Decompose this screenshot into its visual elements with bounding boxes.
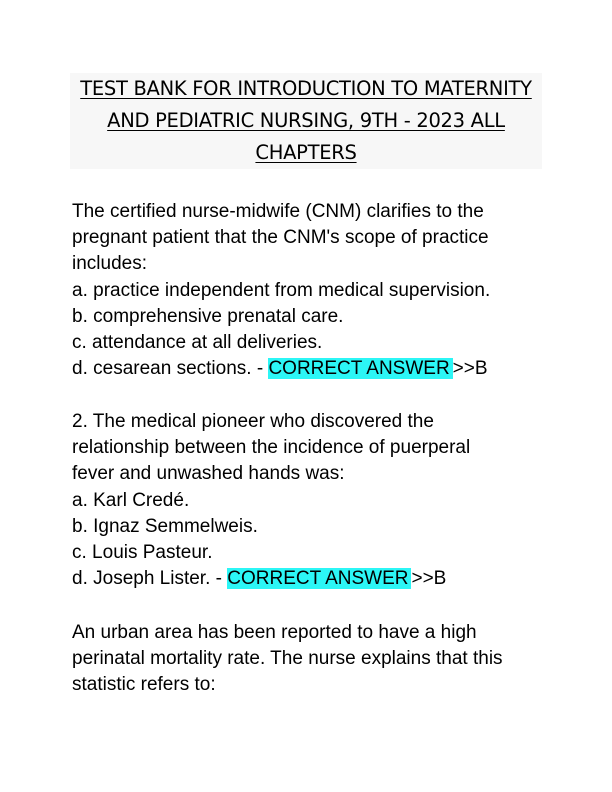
answer-option: a. practice independent from medical supervision. [72, 279, 491, 301]
answer-option: a. Karl Credé. [72, 489, 190, 511]
title-line: CHAPTERS [255, 141, 357, 164]
question-stem-line: includes: [72, 253, 147, 275]
question-1 [72, 199, 552, 382]
question-3 [72, 620, 552, 699]
answer-key: >>B [411, 568, 447, 590]
question-stem-line: The certified nurse-midwife (CNM) clarifies to the [72, 201, 484, 222]
question-stem-line: pregnant patient that the CNM's scope of practice [72, 227, 489, 249]
answer-option-text: d. Joseph Lister. - [72, 568, 228, 590]
question-stem-line: fever and unwashed hands was: [72, 463, 345, 485]
correct-answer-highlight: CORRECT ANSWER [268, 358, 452, 379]
question-2 [72, 409, 552, 592]
question-stem-line: An urban area has been reported to have a high [72, 622, 477, 643]
document-title [70, 73, 542, 169]
question-stem-line: 2. The medical pioneer who discovered the [72, 411, 434, 432]
correct-answer-highlight: CORRECT ANSWER [227, 568, 411, 589]
question-stem-line: relationship between the incidence of puerperal [72, 437, 471, 459]
answer-option: c. Louis Pasteur. [72, 542, 213, 564]
answer-option: b. comprehensive prenatal care. [72, 305, 344, 327]
answer-option: b. Ignaz Semmelweis. [72, 515, 258, 537]
title-line: TEST BANK FOR INTRODUCTION TO MATERNITY [80, 77, 532, 100]
answer-option-text: d. cesarean sections. - [72, 358, 269, 380]
question-stem-line: perinatal mortality rate. The nurse explains that this [72, 648, 503, 670]
answer-option: c. attendance at all deliveries. [72, 332, 323, 354]
title-line: AND PEDIATRIC NURSING, 9TH - 2023 ALL [107, 109, 505, 132]
answer-option-with-key [72, 356, 552, 382]
question-stem-line: statistic refers to: [72, 674, 216, 696]
answer-key: >>B [452, 358, 488, 380]
answer-option-with-key [72, 566, 552, 592]
